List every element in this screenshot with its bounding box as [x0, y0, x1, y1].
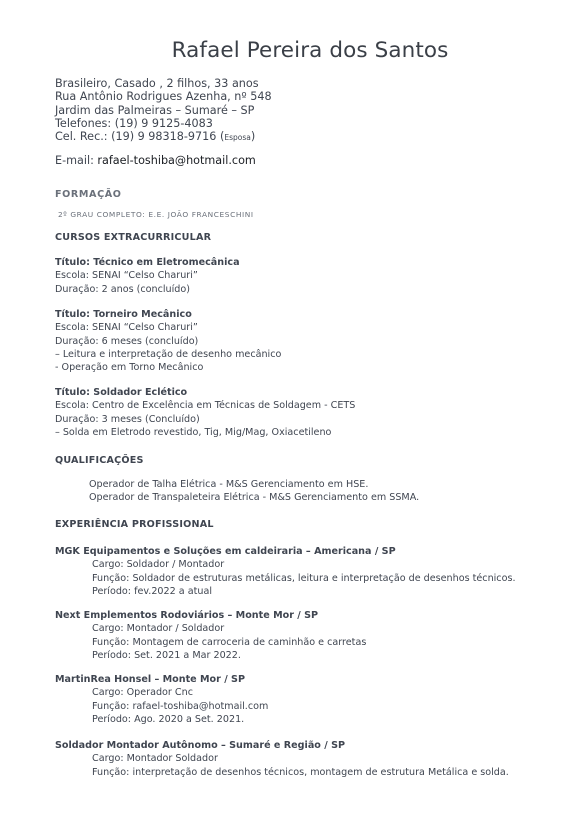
alt-phone-owner: Esposa — [224, 133, 251, 143]
course-detail: Escola: Centro de Excelência em Técnicas de Soldagem - CETS — [55, 400, 356, 412]
alt-phone-line — [55, 130, 272, 144]
email-label: E-mail: — [55, 154, 98, 167]
job-detail: Função: Soldador de estruturas metálicas, leitura e interpretação de desenhos técnicos. — [92, 572, 516, 584]
job-detail: Função: Montagem de carroceria de caminhão e carretas — [92, 636, 367, 648]
section-heading-qualificacoes: QUALIFICAÇÕES — [55, 455, 144, 466]
course-detail: – Leitura e interpretação de desenho mecânico — [55, 348, 282, 360]
section-heading-formacao: FORMAÇÃO — [55, 189, 122, 200]
course-detail: Escola: SENAI “Celso Charuri” — [55, 322, 198, 334]
course-detail: Duração: 3 meses (Concluído) — [55, 413, 200, 425]
job-detail: Período: Ago. 2020 a Set. 2021. — [92, 713, 245, 725]
job-entry — [55, 545, 516, 598]
job-detail: Período: Set. 2021 a Mar 2022. — [92, 649, 241, 661]
alt-phone-text: Cel. Rec.: (19) 9 98318-9716 ( — [55, 130, 225, 144]
job-company: Next Emplementos Rodoviários – Monte Mor / SP — [55, 610, 319, 621]
qualifications-list — [89, 478, 419, 505]
course-title: Título: Técnico em Eletromecânica — [55, 257, 240, 268]
course-detail: - Operação em Torno Mecânico — [55, 362, 204, 374]
course-detail: Duração: 2 anos (concluído) — [55, 283, 190, 295]
job-company: MartinRea Honsel – Monte Mor / SP — [55, 674, 245, 685]
job-detail: Período: fev.2022 a atual — [92, 585, 212, 597]
job-detail: Cargo: Operador Cnc — [92, 687, 193, 699]
job-detail: Função: rafael-toshiba@hotmail.com — [92, 700, 269, 712]
job-entry — [55, 609, 366, 662]
course-title: Título: Torneiro Mecânico — [55, 309, 192, 320]
personal-status-line: Brasileiro, Casado , 2 filhos, 33 anos — [55, 77, 259, 90]
candidate-name: Rafael Pereira dos Santos — [171, 38, 449, 63]
job-company: MGK Equipamentos e Soluções em caldeiraria – Americana / SP — [55, 546, 396, 557]
job-detail: Cargo: Montador / Soldador — [92, 623, 225, 635]
course-detail: Duração: 6 meses (concluído) — [55, 335, 199, 347]
section-heading-experiencia: EXPERIÊNCIA PROFISSIONAL — [55, 519, 214, 530]
job-detail: Função: interpretação de desenhos técnicos, montagem de estrutura Metálica e solda. — [92, 766, 509, 778]
address-district-line: Jardim das Palmeiras – Sumaré – SP — [55, 103, 255, 117]
formacao-text: 2º GRAU COMPLETO: E.E. JOÃO FRANCESCHINI — [58, 210, 254, 219]
email-line — [55, 154, 256, 167]
phone-line: Telefones: (19) 9 9125-4083 — [55, 116, 213, 130]
address-street-line: Rua Antônio Rodrigues Azenha, nº 548 — [55, 90, 272, 104]
course-detail: – Solda em Eletrodo revestido, Tig, Mig/Mag, Oxiacetileno — [55, 426, 332, 438]
job-company: Soldador Montador Autônomo – Sumaré e Região / SP — [55, 740, 346, 751]
section-heading-cursos: CURSOS EXTRACURRICULAR — [55, 232, 212, 243]
job-detail: Cargo: Soldador / Montador — [92, 559, 225, 571]
qualification-item: Operador de Talha Elétrica - M&S Gerenciamento em HSE. — [89, 479, 369, 490]
alt-phone-close: ) — [250, 130, 256, 144]
course-item — [55, 386, 355, 439]
job-detail: Cargo: Montador Soldador — [92, 753, 218, 765]
qualification-item: Operador de Transpaleteira Elétrica - M&S Gerenciamento em SSMA. — [89, 492, 420, 504]
course-detail: Escola: SENAI “Celso Charuri” — [55, 270, 198, 282]
job-entry — [55, 673, 268, 726]
course-item — [55, 256, 240, 296]
course-title: Título: Soldador Eclético — [55, 387, 188, 398]
personal-info — [55, 77, 272, 144]
course-item — [55, 308, 281, 374]
email-link[interactable]: rafael-toshiba@hotmail.com — [97, 154, 256, 167]
job-entry — [55, 739, 509, 779]
